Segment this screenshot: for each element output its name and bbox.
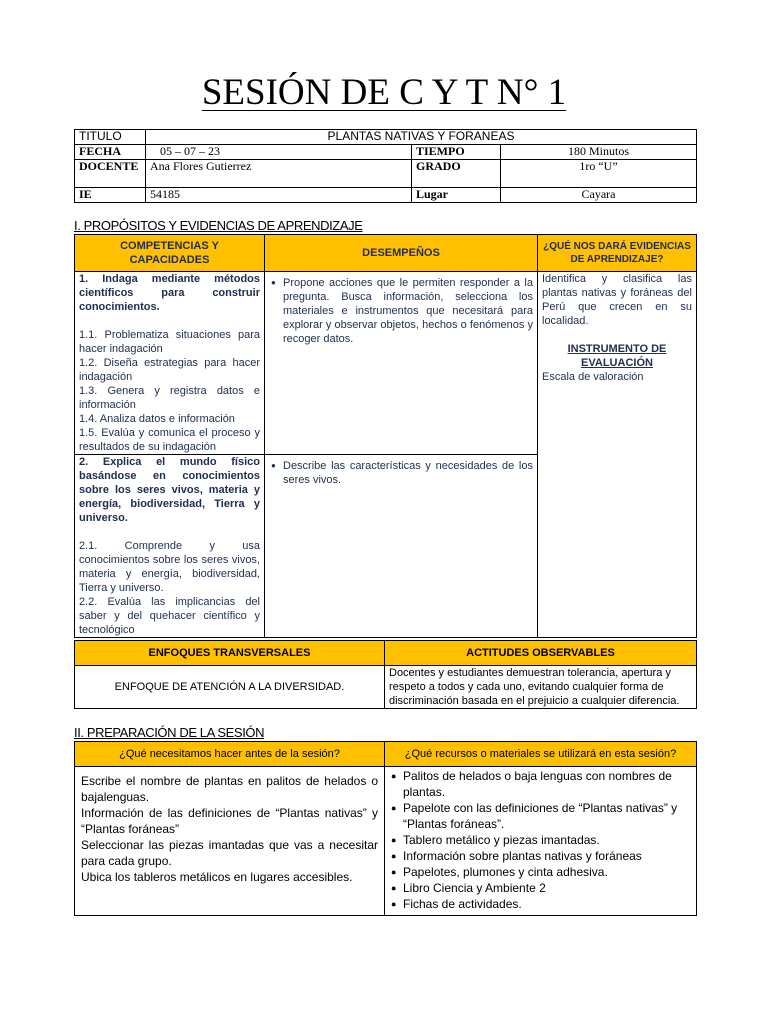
header-desempenos: DESEMPEÑOS <box>265 235 538 272</box>
header-evidencias: ¿QUÉ NOS DARÁ EVIDENCIAS DE APRENDIZAJE? <box>538 235 697 272</box>
actitudes-value: Docentes y estudiantes demuestran tolerancia, apertura y respeto a todos y cada uno, evitando cualquier forma de discriminación basada en el prejuicio a cualquier diferencia. <box>385 666 697 709</box>
desempeno-2-cell <box>265 455 538 638</box>
lugar-label: Lugar <box>412 188 501 203</box>
actitudes-header: ACTITUDES OBSERVABLES <box>385 641 697 666</box>
capacity-item: 1.2. Diseña estrategias para hacer indagación <box>79 357 260 383</box>
docente-label: DOCENTE <box>75 160 146 188</box>
desempeno-1: ● Propone acciones que le permiten responder a la pregunta. Busca información, selecciona los materiales e instrumentos que necesitará para explorar y observar objetos, hechos o fenómenos y recoger datos. <box>269 276 533 346</box>
preparation-table <box>74 741 697 916</box>
tiempo-value: 180 Minutos <box>501 145 697 160</box>
material-item: ● Libro Ciencia y Ambiente 2 <box>391 880 690 896</box>
material-item: ● Tablero metálico y piezas imantadas. <box>391 832 690 848</box>
section-1-title: I. PROPÓSITOS Y EVIDENCIAS DE APRENDIZAJE <box>74 218 363 233</box>
prep-line: Información de las definiciones de “Plantas nativas” y “Plantas foráneas” <box>81 806 378 836</box>
desempeno-1-cell <box>265 272 538 455</box>
competence-2-cell <box>75 455 265 638</box>
prep-line: Seleccionar las piezas imantadas que vas a necesitar para cada grupo. <box>81 838 378 868</box>
prep-line: Ubica los tableros metálicos en lugares accesibles. <box>81 870 353 884</box>
page-title: SESIÓN DE C Y T N° 1 <box>201 72 567 113</box>
capacity-item: 2.2. Evalúa las implicancias del saber y del quehacer científico y tecnológico <box>79 596 260 636</box>
material-item: ● Fichas de actividades. <box>391 896 690 912</box>
capacity-item: 1.3. Genera y registra datos e información <box>79 385 260 411</box>
capacity-item: 1.5. Evalúa y comunica el proceso y resultados de su indagación <box>79 427 260 453</box>
prep-header-right: ¿Qué recursos o materiales se utilizará en esta sesión? <box>385 742 697 767</box>
purposes-table <box>74 234 697 638</box>
prep-line: Escribe el nombre de plantas en palitos de helados o bajalenguas. <box>81 774 378 804</box>
desempeno-2: ● Describe las características y necesidades de los seres vivos. <box>269 459 533 487</box>
header-competencias: COMPETENCIAS Y CAPACIDADES <box>75 235 265 272</box>
enfoques-header: ENFOQUES TRANSVERSALES <box>75 641 385 666</box>
evidence-text: Identifica y clasifica las plantas nativas y foráneas del Perú que crecen en su localidad. <box>542 273 692 327</box>
competence-1-cell <box>75 272 265 455</box>
titulo-label: TITULO <box>75 130 146 145</box>
competence-1-title: 1. Indaga mediante métodos científicos para construir conocimientos. <box>79 273 260 313</box>
instrument-title: INSTRUMENTO DE EVALUACIÓN <box>567 343 667 369</box>
capacity-item: 2.1. Comprende y usa conocimientos sobre los seres vivos, materia y energía, biodiversidad, Tierra y universo. <box>79 540 260 594</box>
ie-label: IE <box>75 188 146 203</box>
fecha-label: FECHA <box>75 145 146 160</box>
ie-value: 54185 <box>146 188 412 203</box>
material-item: ● Papelotes, plumones y cinta adhesiva. <box>391 864 690 880</box>
capacity-item: 1.4. Analiza datos e información <box>79 413 235 425</box>
material-item: ● Palitos de helados o baja lenguas con nombres de plantas. <box>391 768 690 800</box>
prep-todo-cell <box>75 767 385 916</box>
session-info-table <box>74 129 697 203</box>
prep-materials-cell <box>385 767 697 916</box>
docente-value: Ana Flores Gutierrez <box>146 160 412 188</box>
competence-2-title: 2. Explica el mundo físico basándose en conocimientos sobre los seres vivos, materia y energía, biodiversidad, Tierra y universo. <box>79 456 260 524</box>
material-item: ● Información sobre plantas nativas y foráneas <box>391 848 690 864</box>
instrument-value: Escala de valoración <box>542 371 644 383</box>
section-2-title: II. PREPARACIÓN DE LA SESIÓN <box>74 725 265 740</box>
material-item: ● Papelote con las definiciones de “Plantas nativas” y “Plantas foráneas”. <box>391 800 690 832</box>
tiempo-label: TIEMPO <box>412 145 501 160</box>
grado-value: 1ro “U” <box>501 160 697 188</box>
prep-header-left: ¿Qué necesitamos hacer antes de la sesión? <box>75 742 385 767</box>
lugar-value: Cayara <box>501 188 697 203</box>
enfoques-table <box>74 640 697 709</box>
capacity-item: 1.1. Problematiza situaciones para hacer indagación <box>79 329 260 355</box>
materials-list <box>391 768 690 912</box>
fecha-value: 05 – 07 – 23 <box>146 145 412 160</box>
evidence-cell <box>538 272 697 638</box>
grado-label: GRADO <box>412 160 501 188</box>
titulo-value: PLANTAS NATIVAS Y FORANEAS <box>146 130 697 145</box>
enfoque-value: ENFOQUE DE ATENCIÓN A LA DIVERSIDAD. <box>75 666 385 709</box>
